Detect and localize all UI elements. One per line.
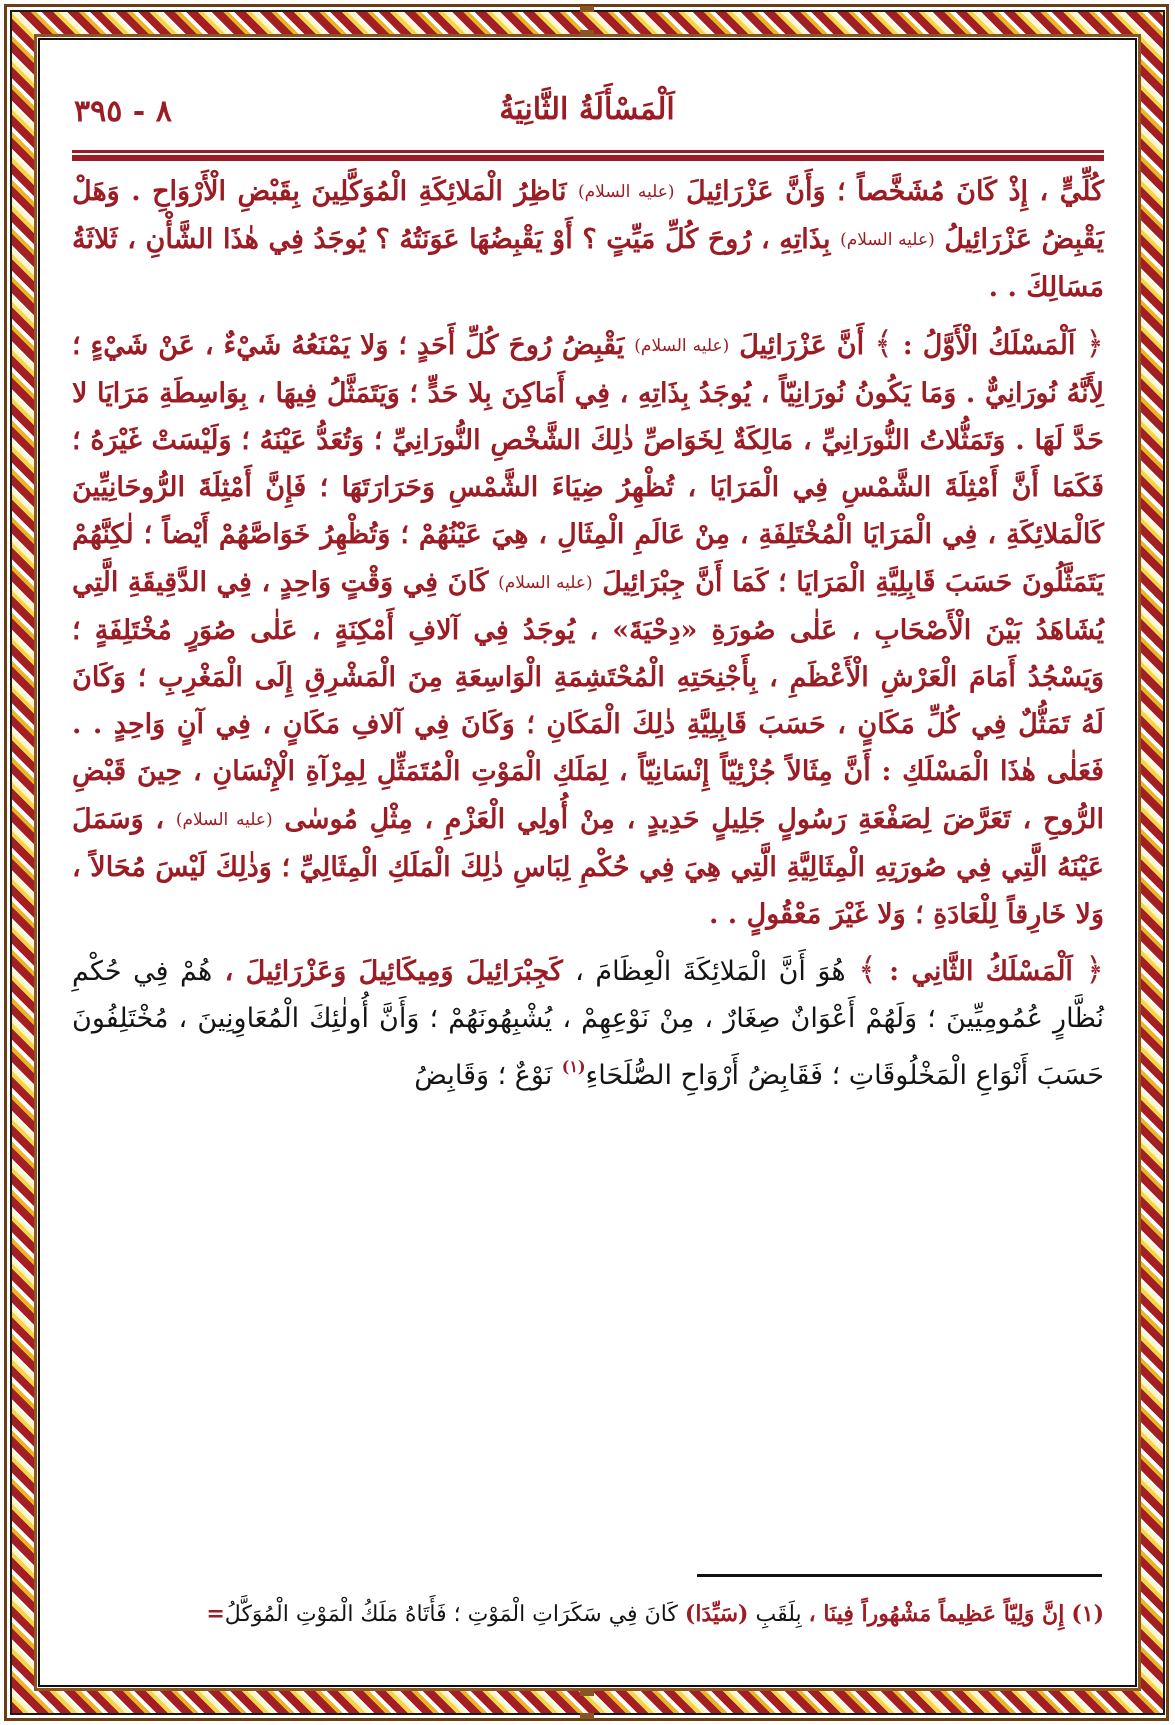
ornament-open-bracket-icon: ﴿ — [1085, 323, 1105, 362]
paragraph-text: ، وَسَمَلَ عَيْنَهُ الَّتِي فِي صُورَتِهِ الْمِثَالِيَّةِ الَّتِي هِيَ فِي حُكْمِ لِبَاسِ ذٰلِكَ الْمَلَكِ الْمِثَالِيِّ ؛ وَذٰلِكَ لَيْسَ مُحَالاً ، وَلا خَارِقاً لِلْعَادَةِ ؛ وَلا غَيْرَ مَعْقُولٍ . . — [72, 803, 1104, 931]
footnote-separator — [697, 1574, 1102, 1577]
footnote-text: بِلَقَبِ — [755, 1602, 802, 1627]
honorific-icon: (عليه السلام) — [578, 182, 675, 202]
footnote-reference[interactable]: (١) — [561, 1056, 586, 1076]
frame-top-tab-mark — [580, 6, 594, 12]
honorific-icon: (عليه السلام) — [634, 335, 730, 356]
footnote — [72, 1594, 1104, 1635]
ornament-open-bracket-icon: ﴿ — [1085, 950, 1105, 989]
paragraph-text: كُلِّيٍّ ، إِذْ كَانَ مُشَخَّصاً ؛ وَأَنَّ عَزْرَائِيلَ — [686, 176, 1104, 207]
frame-bottom-tab-mark — [580, 1713, 594, 1719]
paragraph-text: يَقْبِضُ رُوحَ كُلِّ أَحَدٍ ؛ وَلا يَمْنَعُهُ شَيْءٌ ، عَنْ شَيْءٍ ؛ لِأَنَّهُ نُورَانِيٌّ . وَمَا يَكُونُ نُورَانِيّاً ، يُوجَدُ بِذَاتِهِ ، فِي أَمَاكِنَ بِلا حَدٍّ ؛ وَيَتَمَثَّلُ فِيهَا ، بِوَاسِطَةِ مَرَايَا لا حَدَّ لَهَا . وَتَمَثُّلاتُ النُّورَانِيِّ ، مَالِكَةٌ لِخَوَاصِّ ذٰلِكَ الشَّخْصِ النُّورَانِيِّ ؛ وَتُعَدُّ عَيْنَهُ ؛ وَلَيْسَتْ غَيْرَهُ ؛ فَكَمَا أَنَّ أَمْثِلَةَ الشَّمْسِ فِي الْمَرَايَا ، تُظْهِرُ ضِيَاءَ الشَّمْسِ وَحَرَارَتَهَا ؛ فَإِنَّ أَمْثِلَةَ الرُّوحَانِيِّينَ كَالْمَلائِكَةِ ، فِي الْمَرَايَا الْمُخْتَلِفَةِ ، مِنْ عَالَمِ الْمِثَالِ ، هِيَ عَيْنُهُمْ ؛ وَتُظْهِرُ خَوَاصَّهُمْ أَيْضاً ؛ لٰكِنَّهُمْ يَتَمَثَّلُونَ حَسَبَ قَابِلِيَّةِ الْمَرَايَا ؛ كَمَا أَنَّ جِبْرَائِيلَ — [72, 329, 1105, 598]
footnote-text: كَانَ فِي سَكَرَاتِ الْمَوْتِ ؛ فَأَتَاهُ مَلَكُ الْمَوْتِ الْمُوَكَّلُ — [224, 1602, 678, 1627]
frame-bottom-tab-mark-inner — [580, 1690, 594, 1696]
honorific-icon: (عليه السلام) — [175, 809, 273, 830]
paragraph-text: بِذَاتِهِ ، رُوحَ كُلِّ مَيِّتٍ ؟ أَوْ يَقْبِضُهَا عَوَنَتُهُ ؟ يُوجَدُ فِي هٰذَا الشَّأْنِ ، ثَلاثَةُ مَسَالِكَ . . — [72, 224, 1104, 304]
section-first-path — [72, 320, 1104, 939]
paragraph-text: هُمْ فِي حُكْمِ نُظَّارٍ عُمُومِيِّينَ ؛ وَلَهُمْ أَعْوَانٌ صِغَارٌ ، مِنْ نَوْعِهِمْ ، يُشْبِهُونَهُمْ ؛ وَأَنَّ أُولٰئِكَ الْمُعَاوِنِينَ ، مُخْتَلِفُونَ حَسَبَ أَنْوَاعِ الْمَخْلُوقَاتِ ؛ فَقَابِضُ أَرْوَاحِ الصُّلَحَاءِ — [72, 956, 1104, 1091]
header-double-rule — [72, 150, 1104, 161]
page-body — [72, 168, 1104, 1099]
paragraph-text: نَاظِرُ الْمَلائِكَةِ الْمُوَكَّلِينَ بِقَبْضِ الْأَرْوَاحِ . وَهَلْ يَقْبِضُ عَزْرَائِيلُ — [72, 176, 1104, 256]
highlighted-names: كَجِبْرَائِيلَ وَمِيكَائِيلَ وَعَزْرَائِيلَ ، — [224, 956, 563, 988]
section-heading: اَلْمَسْلَكُ الثَّانِي : — [889, 956, 1073, 988]
ornament-close-bracket-icon: ﴾ — [857, 950, 877, 989]
intro-paragraph — [72, 168, 1104, 312]
footnote-red-text: إِنَّ وَلِيّاً عَظِيماً مَشْهُوراً فِينَا ، — [808, 1601, 1065, 1627]
section-second-path — [72, 946, 1104, 1099]
footnote-continuation-mark: = — [206, 1601, 225, 1627]
header-rule-thick — [72, 155, 1104, 161]
page-title: اَلْمَسْأَلَةُ الثَّانِيَةُ — [499, 92, 675, 127]
section-heading: اَلْمَسْلَكُ الْأَوَّلُ : — [902, 329, 1076, 361]
ornament-close-bracket-icon: ﴾ — [874, 323, 893, 362]
page-number: ٨ - ٣٩٥ — [74, 94, 172, 129]
paragraph-text: كَانَ فِي وَقْتٍ وَاحِدٍ ، فِي الدَّقِيقَةِ الَّتِي يُشَاهَدُ بَيْنَ الْأَصْحَابِ ، عَلٰى صُورَةِ «دِحْيَةَ» ، يُوجَدُ فِي آلافِ أَمْكِنَةٍ ، عَلٰى صُوَرٍ مُخْتَلِفَةٍ ؛ وَيَسْجُدُ أَمَامَ الْعَرْشِ الْأَعْظَمِ ، بِأَجْنِحَتِهِ الْمُحْتَشِمَةِ الْوَاسِعَةِ مِنَ الْمَشْرِقِ إِلَى الْمَغْرِبِ ؛ وَكَانَ لَهُ تَمَثُّلٌ فِي كُلِّ مَكَانٍ ، حَسَبَ قَابِلِيَّةِ ذٰلِكَ الْمَكَانِ ؛ وَكَانَ فِي آلافِ مَكَانٍ ، فِي آنٍ وَاحِدٍ . . فَعَلٰى هٰذَا الْمَسْلَكِ : أَنَّ مِثَالاً جُزْئِيّاً إِنْسَانِيّاً ، لِمَلَكِ الْمَوْتِ الْمُتَمَثِّلِ لِمِرْآةِ الْإِنْسَانِ ، حِينَ قَبْضِ الرُّوحِ ، تَعَرَّضَ لِصَفْعَةِ رَسُولٍ جَلِيلٍ حَدِيدٍ ، مِنْ أُولِي الْعَزْمِ ، مِثْلِ مُوسٰى — [72, 566, 1104, 835]
honorific-icon: (عليه السلام) — [498, 572, 593, 593]
footnote-marker: (١) — [1071, 1601, 1104, 1627]
footnote-name: (سَيِّدَا) — [684, 1601, 749, 1627]
paragraph-text: نَوْعٌ ؛ وَقَابِضُ — [414, 1059, 553, 1091]
paragraph-text: أَنَّ عَزْرَائِيلَ — [739, 329, 865, 361]
frame-top-tab-mark-inner — [580, 30, 594, 36]
header-rule-thin — [72, 150, 1104, 153]
paragraph-text: هُوَ أَنَّ الْمَلائِكَةَ الْعِظَامَ ، — [575, 956, 846, 988]
honorific-icon: (عليه السلام) — [840, 230, 935, 251]
page-header — [64, 88, 1110, 138]
